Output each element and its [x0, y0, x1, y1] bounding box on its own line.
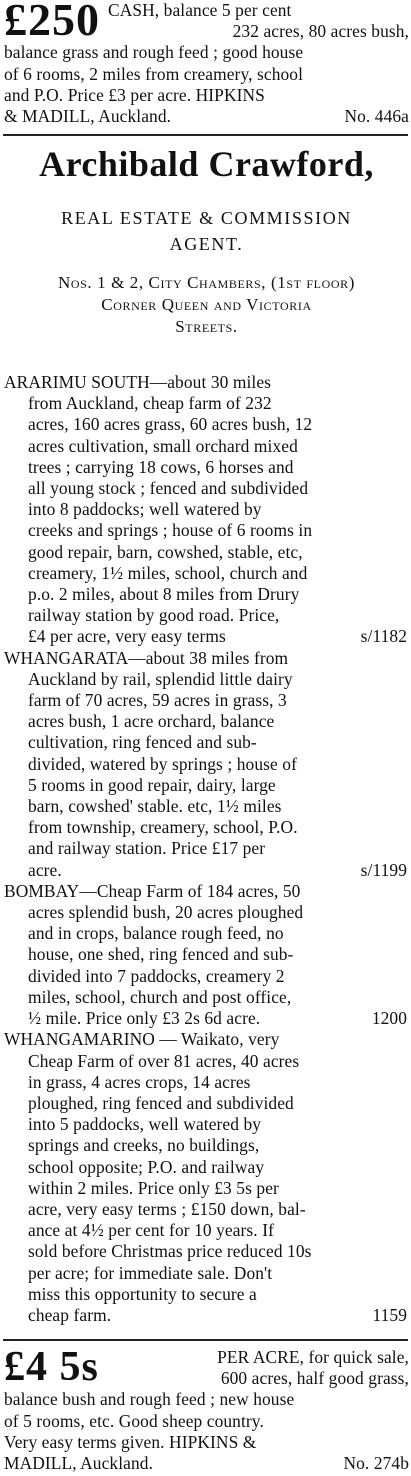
ad-bottom-footer [4, 1453, 409, 1474]
listing-line: acres splendid bush, 20 acres ploughed [28, 902, 304, 923]
listing-footer [4, 1008, 407, 1029]
listing-line: into 5 paddocks, well watered by [28, 1114, 262, 1135]
ad-top [4, 0, 409, 127]
agent-address: Nos. 1 & 2, City Chambers, (1st floor) [58, 273, 355, 292]
listing-line: and in crops, balance rough feed, no [28, 923, 284, 944]
ad-top-line: and P.O. Price £3 per acre. HIPKINS [4, 84, 265, 105]
listing-line: creeks and springs ; house of 6 rooms in [28, 520, 313, 541]
listings [4, 372, 407, 1326]
listing-line: ance at 4½ per cent for 10 years. If [28, 1220, 274, 1241]
listing-line: WHANGARATA—about 38 miles from [4, 647, 289, 668]
ad-top-line: CASH, balance 5 per cent [108, 0, 292, 20]
ad-bottom-line: Very easy terms given. HIPKINS & [4, 1431, 257, 1452]
listing-line: barn, cowshed' stable. etc, 1½ miles [28, 796, 282, 817]
agent-address: Streets. [175, 317, 238, 336]
ad-bottom-line: PER ACRE, for quick sale, [217, 1347, 409, 1367]
listing-line: acre, very easy terms ; £150 down, bal- [28, 1198, 306, 1219]
listing-line: per acre; for immediate sale. Don't [28, 1262, 273, 1283]
listing-line: creamery, 1½ miles, school, church and [28, 562, 308, 583]
ad-top-line: of 6 rooms, 2 miles from creamery, school [4, 63, 304, 84]
ad-top-line: 232 acres, 80 acres bush, [232, 21, 409, 42]
ad-bottom-agent: MADILL, Auckland. [4, 1453, 154, 1474]
agent-address: Corner Queen and Victoria [101, 295, 312, 314]
listing-line: WHANGAMARINO — Waikato, very [4, 1029, 280, 1050]
ad-top-line: balance grass and rough feed ; good house [4, 42, 304, 63]
ad-bottom-line: of 5 rooms, etc. Good sheep country. [4, 1410, 264, 1431]
listing-line: ploughed, ring fenced and subdivided [28, 1092, 294, 1113]
listing-footer [4, 1305, 407, 1326]
listing-line: from township, creamery, school, P.O. [28, 817, 298, 838]
ad-top-footer [4, 106, 409, 127]
listing-line: divided, watered by springs ; house of [28, 753, 297, 774]
listing [4, 1029, 407, 1326]
listing-ref: s/1182 [360, 626, 407, 647]
listing-line: all young stock ; fenced and subdivided [28, 478, 309, 499]
ad-bottom-number: No. 274b [343, 1453, 409, 1474]
listing [4, 372, 407, 648]
listing-line: Cheap Farm of over 81 acres, 40 acres [28, 1050, 300, 1071]
listing-line: ARARIMU SOUTH—about 30 miles [4, 372, 272, 392]
listing-line: acres, 160 acres grass, 60 acres bush, 12 [28, 414, 313, 435]
listing-footer [4, 626, 407, 647]
listing-line: and railway station. Price £17 per [28, 838, 266, 859]
listing-line: miles, school, church and post office, [28, 986, 292, 1007]
divider [3, 1339, 408, 1341]
listing-line: good repair, barn, cowshed, stable, etc, [28, 541, 303, 562]
listing-line: sold before Christmas price reduced 10s [28, 1241, 312, 1262]
listing-price: acre. [28, 859, 62, 880]
listing-line: divided into 7 paddocks, creamery 2 [28, 965, 285, 986]
agent-name: Archibald Crawford, [39, 144, 374, 184]
listing-price: ½ mile. Price only £3 2s 6d acre. [28, 1008, 261, 1029]
listing-footer [4, 860, 407, 881]
ad-bottom [4, 1344, 409, 1474]
agent-title: AGENT. [169, 234, 244, 254]
listing-line: house, one shed, ring fenced and sub- [28, 944, 294, 965]
listing-price: £4 per acre, very easy terms [28, 626, 226, 647]
ad-bottom-price: £4 5s [4, 1344, 99, 1390]
ad-bottom-line: balance bush and rough feed ; new house [4, 1389, 295, 1410]
listing-ref: 1159 [372, 1304, 407, 1325]
ad-top-price: £250 [4, 0, 100, 45]
listing-line: springs and creeks, no buildings, [28, 1135, 260, 1156]
ad-bottom-header [4, 1344, 409, 1390]
listing-line: in grass, 4 acres crops, 14 acres [28, 1071, 251, 1092]
listing-line: acres cultivation, small orchard mixed [28, 435, 298, 456]
listing [4, 881, 407, 1029]
listing-line: acres bush, 1 acre orchard, balance [28, 711, 275, 732]
listing-ref: s/1199 [360, 859, 407, 880]
listing-line: railway station by good road. Price, [28, 605, 280, 626]
divider [3, 134, 408, 136]
listing-line: 5 rooms in good repair, dairy, large [28, 774, 276, 795]
ad-top-agent: & MADILL, Auckland. [4, 106, 172, 127]
listing-line: into 8 paddocks; well watered by [28, 499, 262, 520]
agent-header [4, 140, 409, 338]
listing-line: school opposite; P.O. and railway [28, 1156, 265, 1177]
ad-top-header [4, 0, 409, 45]
listing-line: miss this opportunity to secure a [28, 1283, 257, 1304]
listing [4, 648, 407, 881]
listing-line: from Auckland, cheap farm of 232 [28, 393, 272, 414]
agent-title: REAL ESTATE & COMMISSION [61, 208, 352, 228]
ad-top-number: No. 446a [344, 106, 409, 127]
listing-ref: 1200 [371, 1008, 407, 1029]
listing-line: cultivation, ring fenced and sub- [28, 732, 257, 753]
listing-price: cheap farm. [28, 1304, 112, 1325]
listing-line: BOMBAY—Cheap Farm of 184 acres, 50 [4, 880, 301, 901]
listing-line: farm of 70 acres, 59 acres in grass, 3 [28, 690, 287, 711]
listing-line: trees ; carrying 18 cows, 6 horses and [28, 456, 294, 477]
ad-bottom-line: 600 acres, half good grass, [220, 1368, 409, 1389]
listing-line: Auckland by rail, splendid little dairy [28, 668, 293, 689]
listing-line: p.o. 2 miles, about 8 miles from Drury [28, 584, 300, 605]
listing-line: within 2 miles. Price only £3 5s per [28, 1177, 279, 1198]
